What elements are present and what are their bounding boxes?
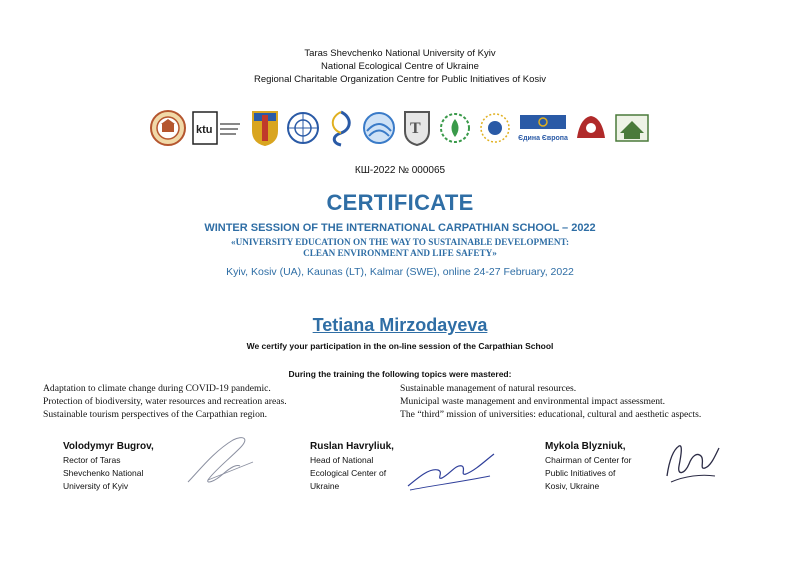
shield-emblem-letter: Т	[410, 120, 421, 137]
shield-emblem-icon	[402, 108, 432, 148]
signer-role-line: Shevchenko National	[63, 468, 144, 478]
school-theme-line: «UNIVERSITY EDUCATION ON THE WAY TO SUSTAINABLE DEVELOPMENT:	[230, 237, 570, 247]
university-seal-icon	[150, 108, 186, 148]
organizer-line: National Ecological Centre of Ukraine	[321, 61, 479, 72]
topics-column-left	[43, 382, 287, 421]
school-theme	[0, 237, 800, 259]
topics-column-right	[400, 382, 701, 421]
topic-item: The “third” mission of universities: educational, cultural and aesthetic aspects.	[400, 409, 702, 420]
ktu-logo-icon	[192, 108, 244, 148]
signer-block	[63, 439, 154, 493]
un-emblem-icon	[286, 108, 320, 148]
signer-name: Mykola Blyzniuk,	[545, 441, 626, 452]
organizers-block	[0, 47, 800, 86]
school-theme-line: CLEAN ENVIRONMENT AND LIFE SAFETY»	[303, 248, 497, 258]
building-emblem-icon	[614, 108, 650, 148]
signer-name: Volodymyr Bugrov,	[63, 441, 154, 452]
session-title: WINTER SESSION OF THE INTERNATIONAL CARPATHIAN SCHOOL – 2022	[204, 222, 596, 234]
united-europe-icon	[518, 108, 568, 148]
signer-role-line: Public Initiatives of	[545, 468, 616, 478]
partner-logos-row	[150, 106, 650, 150]
topic-item: Sustainable management of natural resources.	[400, 383, 577, 394]
signer-role-line: Rector of Taras	[63, 455, 121, 465]
signer-role-line: Head of National	[310, 455, 374, 465]
topic-item: Adaptation to climate change during COVID-19 pandemic.	[43, 383, 271, 394]
signer-block	[545, 439, 631, 493]
topics-heading: During the training the following topics were mastered:	[288, 369, 512, 379]
certificate-number: КШ-2022 № 000065	[354, 165, 446, 176]
signer-role-line: University of Kyiv	[63, 481, 129, 491]
certify-statement: We certify your participation in the on-line session of the Carpathian School	[246, 341, 554, 351]
stars-circle-icon	[478, 108, 512, 148]
recipient-name-text: Tetiana Mirzodayeva	[312, 315, 488, 335]
ktu-logo-text: ktu	[196, 124, 213, 136]
signature-icon	[178, 432, 268, 492]
signer-block	[310, 439, 394, 493]
organizer-line: Regional Charitable Organization Centre for Public Initiatives of Kosiv	[253, 74, 546, 85]
certificate-title: CERTIFICATE	[326, 190, 474, 215]
location-dates: Kyiv, Kosiv (UA), Kaunas (LT), Kalmar (SWE), online 24-27 February, 2022	[226, 266, 574, 278]
coat-of-arms-icon	[250, 108, 280, 148]
signature-icon	[400, 446, 500, 494]
spiral-emblem-icon	[326, 108, 356, 148]
organizer-line: Taras Shevchenko National University of Kyiv	[304, 48, 496, 59]
green-circle-icon	[438, 108, 472, 148]
signer-role-line: Chairman of Center for	[545, 455, 632, 465]
united-europe-text: Єдина Європа	[518, 135, 568, 142]
signer-role-line: Kosiv, Ukraine	[545, 481, 600, 491]
signer-name: Ruslan Havryliuk,	[310, 441, 394, 452]
topic-item: Protection of biodiversity, water resources and recreation areas.	[43, 396, 287, 407]
recipient-name	[0, 315, 800, 336]
signature-icon	[655, 436, 725, 492]
signer-role-line: Ecological Center of	[310, 468, 387, 478]
signer-role-line: Ukraine	[310, 481, 340, 491]
globe-emblem-icon	[362, 108, 396, 148]
topic-item: Sustainable tourism perspectives of the Carpathian region.	[43, 409, 268, 420]
topic-item: Municipal waste management and environmental impact assessment.	[400, 396, 666, 407]
red-emblem-icon	[574, 108, 608, 148]
